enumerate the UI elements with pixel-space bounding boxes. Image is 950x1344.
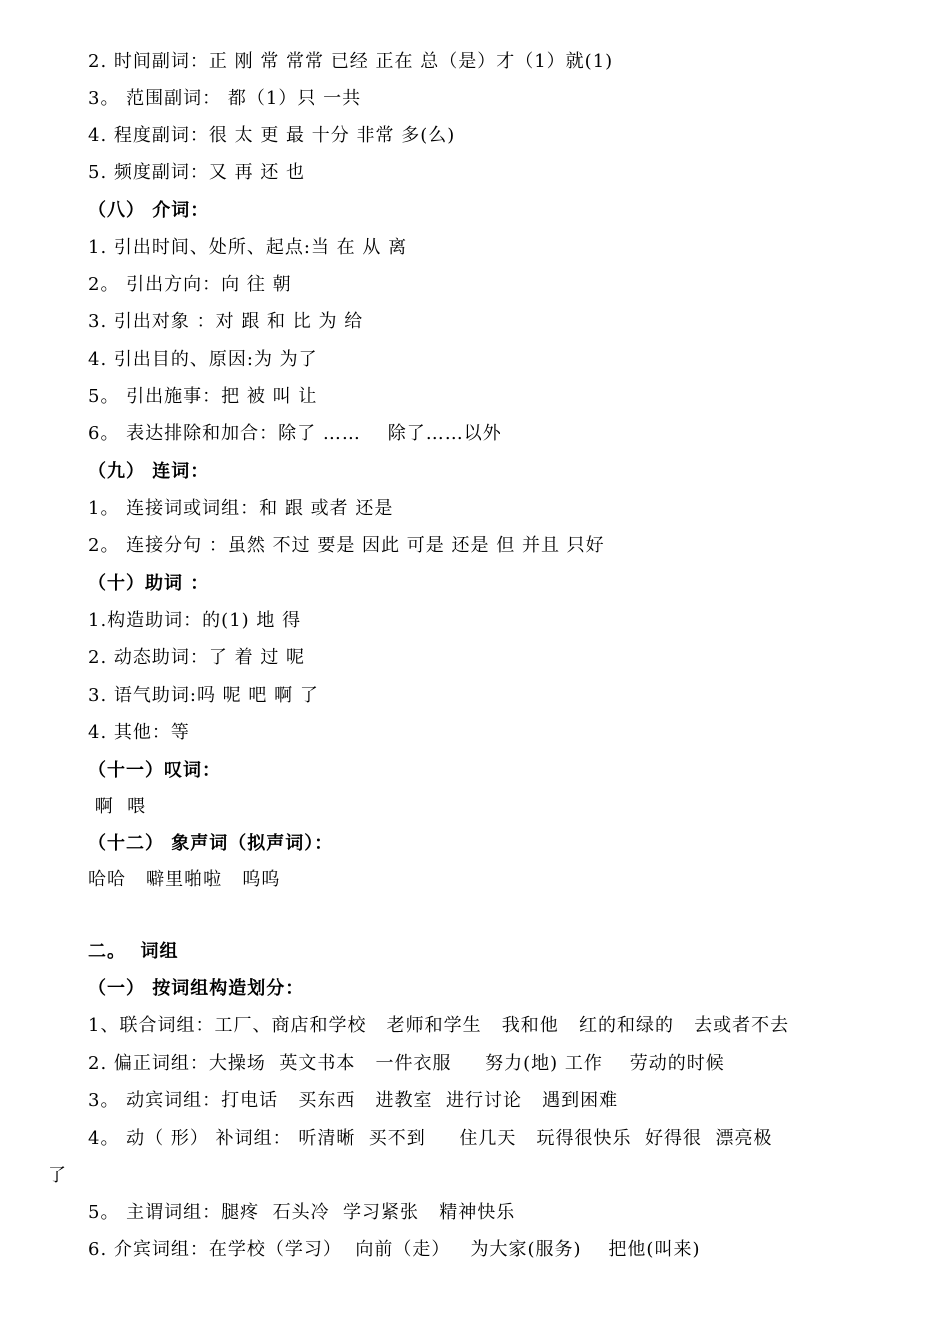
line-prep-agent: 5。 引出施事：把 被 叫 让: [88, 386, 318, 407]
line-conj-words: 1。 连接词或词组：和 跟 或者 还是: [88, 498, 394, 519]
line-onomatopoeia-examples: 哈哈 噼里啪啦 呜呜: [88, 869, 281, 890]
line-adverb-scope: 3。 范围副词： 都（1）只 一共: [88, 88, 362, 109]
line-phrase-subject-predicate: 5。 主谓词组：腿疼 石头冷 学习紧张 精神快乐: [88, 1202, 516, 1223]
line-phrase-prepositional: 6. 介宾词组：在学校（学习） 向前（走） 为大家(服务) 把他(叫来): [88, 1239, 701, 1260]
line-prep-purpose: 4. 引出目的、原因:为 为了: [88, 349, 318, 370]
line-aux-structural: 1.构造助词：的(1) 地 得: [88, 610, 302, 631]
line-phrase-verb-complement-cont: 了: [48, 1165, 67, 1186]
heading-interjection: （十一）叹词：: [88, 760, 221, 781]
line-interjection-examples: 啊 喂: [88, 796, 147, 817]
line-conj-clauses: 2。 连接分句 ：虽然 不过 要是 因此 可是 还是 但 并且 只好: [88, 535, 605, 556]
line-adverb-time: 2. 时间副词：正 刚 常 常常 已经 正在 总（是）才（1）就(1): [88, 51, 614, 72]
line-adverb-frequency: 5. 频度副词：又 再 还 也: [88, 162, 306, 183]
heading-phrase-structure: （一） 按词组构造划分：: [88, 978, 305, 999]
heading-auxiliary: （十）助词 ：: [88, 573, 210, 594]
line-aux-modal: 3. 语气助词:吗 呢 吧 啊 了: [88, 685, 319, 706]
line-phrase-coordinate: 1、联合词组：工厂、商店和学校 老师和学生 我和他 红的和绿的 去或者不去: [88, 1015, 790, 1036]
line-adverb-degree: 4. 程度副词：很 太 更 最 十分 非常 多(么): [88, 125, 456, 146]
heading-conjunction: （九） 连词：: [88, 461, 210, 482]
line-aux-aspect: 2. 动态助词：了 着 过 呢: [88, 647, 306, 668]
line-prep-time: 1. 引出时间、处所、起点:当 在 从 离: [88, 237, 408, 258]
line-aux-other: 4. 其他：等: [88, 722, 190, 743]
line-prep-direction: 2。 引出方向：向 往 朝: [88, 274, 292, 295]
line-phrase-verb-complement: 4。 动（ 形） 补词组： 听清晰 买不到 住几天 玩得很快乐 好得很 漂亮极: [88, 1128, 773, 1149]
line-phrase-modifier: 2. 偏正词组：大操场 英文书本 一件衣服 努力(地) 工作 劳动的时候: [88, 1053, 725, 1074]
line-prep-object: 3. 引出对象 ：对 跟 和 比 为 给: [88, 311, 364, 332]
heading-phrases: 二。 词组: [88, 941, 179, 962]
heading-onomatopoeia: （十二） 象声词（拟声词）：: [88, 833, 334, 854]
line-prep-exclusion: 6。 表达排除和加合：除了 …… 除了……以外: [88, 423, 502, 444]
heading-preposition: （八） 介词：: [88, 200, 210, 221]
line-phrase-verb-object: 3。 动宾词组：打电话 买东西 进教室 进行讨论 遇到困难: [88, 1090, 619, 1111]
